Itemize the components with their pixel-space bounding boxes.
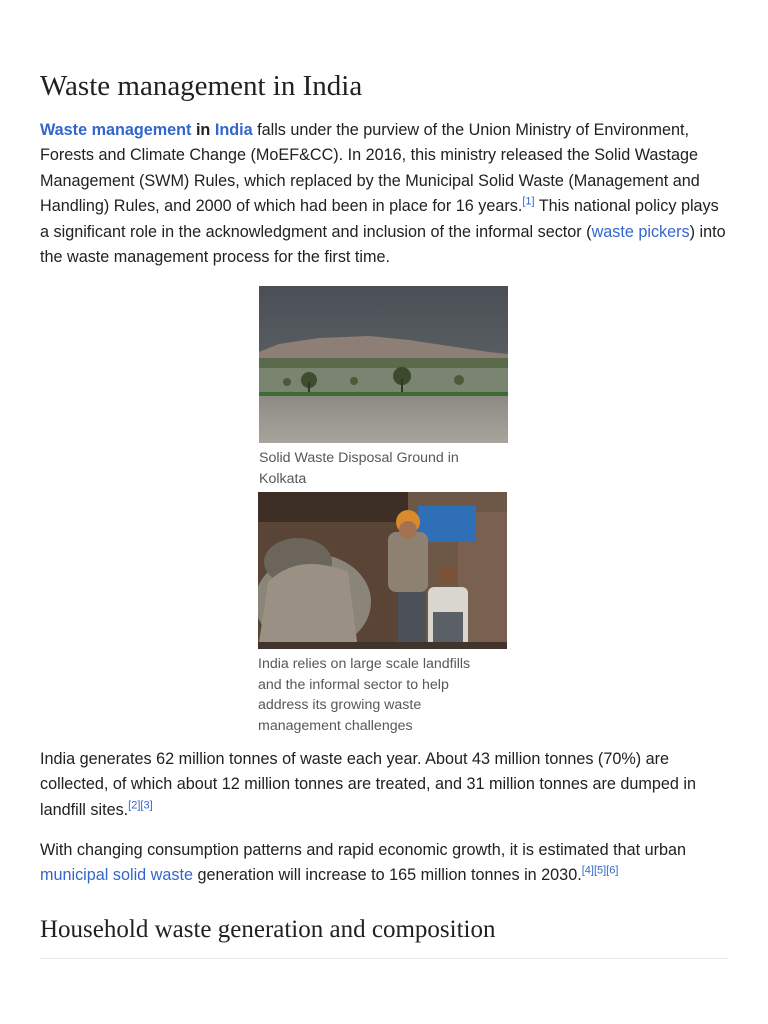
projection-text-b: generation will increase to 165 million tonnes in 2030. bbox=[192, 866, 582, 885]
figure-kolkata bbox=[259, 286, 508, 489]
link-india[interactable]: India bbox=[214, 121, 253, 139]
waste-stats-paragraph bbox=[40, 747, 730, 823]
citation-5[interactable]: [5] bbox=[593, 865, 607, 878]
link-municipal-solid-waste[interactable]: municipal solid waste bbox=[40, 866, 193, 885]
section-heading-household-waste: Household waste generation and composition bbox=[40, 916, 496, 943]
figure-kolkata-caption: Solid Waste Disposal Ground in Kolkata bbox=[259, 450, 459, 487]
intro-paragraph bbox=[40, 118, 730, 270]
projection-paragraph bbox=[40, 838, 730, 889]
citation-6[interactable]: [6] bbox=[606, 865, 619, 878]
in-word: in bbox=[195, 121, 211, 139]
citation-3[interactable]: [3] bbox=[140, 799, 153, 812]
kolkata-landfill-image[interactable] bbox=[259, 286, 508, 443]
intro-text-b: This national policy plays a significant role in the acknowledgment and inclusion of the informal sector ( bbox=[40, 197, 719, 241]
section-divider bbox=[40, 958, 728, 959]
link-waste-pickers[interactable]: waste pickers bbox=[591, 222, 690, 241]
citation-2[interactable]: [2] bbox=[128, 799, 141, 812]
intro-text-c: ) into the waste management process for the first time. bbox=[40, 222, 726, 267]
projection-text-a: With changing consumption patterns and rapid economic growth, it is estimated that urban bbox=[40, 841, 687, 859]
intro-text-a: falls under the purview of the Union Ministry of Environment, Forests and Climate Change (MoEF&CC). In 2016, this ministry released the Solid Wastage Management (SWM) Rules, which replaced by the Municipal Solid Waste (Management and Handling) Rules, and 2000 of which had been in place for 16 years. bbox=[40, 121, 700, 216]
citation-1[interactable]: [1] bbox=[522, 195, 535, 208]
waste-stats-text: India generates 62 million tonnes of waste each year. About 43 million tonnes (70%) are collected, of which about 12 million tonnes are treated, and 31 million tonnes are dumped in landfill sites. bbox=[40, 750, 696, 819]
link-waste-management[interactable]: Waste management bbox=[40, 121, 192, 139]
citation-4[interactable]: [4] bbox=[581, 865, 594, 878]
figure-landfill-workers-caption: India relies on large scale landfills and the informal sector to help address its growing waste management challenges bbox=[258, 656, 471, 734]
landfill-workers-image[interactable] bbox=[258, 492, 507, 649]
figure-landfill-workers bbox=[258, 492, 507, 736]
page-title: Waste management in India bbox=[40, 70, 363, 102]
